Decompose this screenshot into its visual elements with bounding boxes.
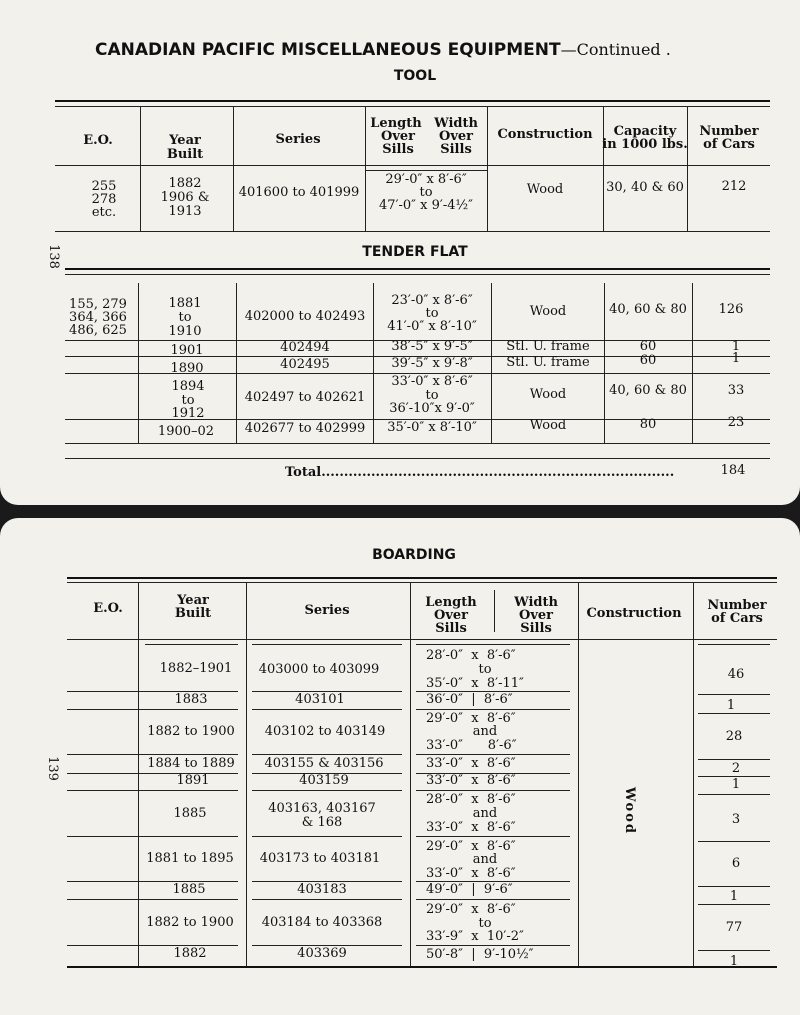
cell-series: & 168 bbox=[301, 815, 343, 830]
cell-dims: 33′-0″ x 8′-6″ bbox=[391, 374, 473, 389]
construction-vertical-label bbox=[622, 784, 637, 835]
header-series: Series bbox=[275, 132, 321, 147]
cell-dims: to bbox=[419, 185, 433, 200]
cell-year: to bbox=[181, 393, 195, 408]
cell-dims: 28′-0″ x 8′-6″ bbox=[426, 792, 516, 807]
total-value: 184 bbox=[720, 463, 746, 478]
cell-capacity: 40, 60 & 80 bbox=[609, 383, 687, 398]
cell-capacity: 40, 60 & 80 bbox=[609, 302, 687, 317]
cell-cars: 2 bbox=[731, 761, 741, 776]
section-title-tool: TOOL bbox=[393, 68, 437, 84]
cell-dims: 39′-5″ x 9′-8″ bbox=[391, 356, 473, 371]
header-width-3: Sills bbox=[440, 142, 472, 157]
cell-year: 1901 bbox=[170, 343, 204, 358]
cell-dims: to bbox=[425, 306, 439, 321]
cell-construction: Wood bbox=[529, 304, 567, 319]
cell-capacity: 80 bbox=[639, 417, 657, 432]
header-eo: E.O. bbox=[83, 133, 113, 148]
cell-capacity: 60 bbox=[639, 353, 657, 368]
cell-year: 1885 bbox=[172, 882, 206, 897]
cell-dims: 29′-0″ x 8′-6″ bbox=[426, 839, 516, 854]
cell-year: 1906 & bbox=[160, 190, 210, 205]
cell-year: 1913 bbox=[168, 204, 202, 219]
cell-cars: 212 bbox=[721, 179, 747, 194]
cell-construction: Wood bbox=[529, 387, 567, 402]
page-number: 139 bbox=[44, 756, 60, 781]
cell-eo: 255 bbox=[91, 179, 117, 194]
cell-dims: 35′-0″ x 8′-10″ bbox=[387, 420, 477, 435]
cell-dims: 29′-0″ x 8′-6″ bbox=[426, 711, 516, 726]
header-width-1: Width bbox=[514, 595, 558, 610]
cell-dims: 36′-10″x 9′-0″ bbox=[389, 401, 475, 416]
cell-dims: 29′-0″ x 8′-6″ bbox=[385, 172, 467, 187]
cell-dims: to bbox=[478, 916, 492, 931]
section-title-tender-flat: TENDER FLAT bbox=[362, 244, 468, 260]
header-length-3: Sills bbox=[382, 142, 414, 157]
header-construction: Construction bbox=[586, 606, 682, 621]
cell-cars: 3 bbox=[731, 812, 741, 827]
header-number-2: of Cars bbox=[711, 611, 763, 626]
header-length-3: Sills bbox=[435, 621, 467, 636]
cell-dims: and bbox=[472, 852, 498, 867]
section-title-boarding: BOARDING bbox=[372, 547, 456, 563]
cell-dims: 38′-5″ x 9′-5″ bbox=[391, 339, 473, 354]
table-top-rule bbox=[55, 100, 770, 102]
cell-dims: 47′-0″ x 9′-4½″ bbox=[379, 198, 473, 213]
cell-cars: 23 bbox=[727, 415, 745, 430]
cell-cars: 6 bbox=[731, 856, 741, 871]
header-number-1: Number bbox=[699, 124, 759, 139]
cell-eo: 486, 625 bbox=[69, 323, 127, 338]
cell-series: 403000 to 403099 bbox=[258, 662, 380, 677]
cell-construction: Stl. U. frame bbox=[506, 339, 590, 354]
cell-dims: to bbox=[478, 662, 492, 677]
cell-series: 403163, 403167 bbox=[268, 801, 376, 816]
cell-cars: 33 bbox=[727, 383, 745, 398]
header-length-1: Length bbox=[425, 595, 477, 610]
cell-dims: to bbox=[425, 388, 439, 403]
cell-year: 1882 to 1900 bbox=[147, 724, 235, 739]
cell-dims: 33′-0″ x 8′-6″ bbox=[426, 773, 516, 788]
cell-cars: 46 bbox=[727, 667, 745, 682]
header-year-1: Year bbox=[177, 593, 209, 608]
header-width-3: Sills bbox=[520, 621, 552, 636]
cell-series: 401600 to 401999 bbox=[238, 185, 360, 200]
cell-year: 1900–02 bbox=[157, 424, 215, 439]
cell-series: 403155 & 403156 bbox=[264, 756, 384, 771]
cell-dims: 29′-0″ x 8′-6″ bbox=[426, 902, 516, 917]
cell-dims: 28′-0″ x 8′-6″ bbox=[426, 648, 516, 663]
cell-dims: 33′-0″ x 8′-6″ bbox=[426, 756, 516, 771]
cell-year: 1882 to 1900 bbox=[146, 915, 234, 930]
header-construction: Construction bbox=[497, 127, 593, 142]
title-continued: —Continued . bbox=[560, 40, 671, 59]
cell-series: 403184 to 403368 bbox=[261, 915, 383, 930]
header-length-2: Over bbox=[434, 608, 468, 623]
page-139 bbox=[0, 518, 800, 1015]
cell-dims: and bbox=[472, 724, 498, 739]
cell-year: to bbox=[178, 310, 192, 325]
cell-cars: 1 bbox=[731, 777, 741, 792]
cell-year: 1882 bbox=[168, 176, 202, 191]
cell-year: 1891 bbox=[176, 773, 210, 788]
header-width-1: Width bbox=[434, 116, 478, 131]
cell-series: 402494 bbox=[280, 340, 330, 355]
header-capacity-1: Capacity bbox=[613, 124, 677, 139]
header-eo: E.O. bbox=[93, 601, 123, 616]
cell-series: 402677 to 402999 bbox=[244, 421, 366, 436]
cell-capacity: 60 bbox=[639, 339, 657, 354]
page-138 bbox=[0, 0, 800, 505]
cell-cars: 1 bbox=[731, 351, 741, 366]
cell-year: 1882 bbox=[173, 946, 207, 961]
cell-construction: Stl. U. frame bbox=[506, 355, 590, 370]
cell-year: 1912 bbox=[171, 406, 205, 421]
cell-dims: 36′-0″ | 8′-6″ bbox=[426, 692, 513, 707]
cell-capacity: 30, 40 & 60 bbox=[606, 180, 684, 195]
cell-cars: 1 bbox=[729, 954, 739, 969]
cell-dims: and bbox=[472, 806, 498, 821]
header-number-1: Number bbox=[707, 598, 767, 613]
header-year-2: Built bbox=[166, 147, 204, 162]
cell-series: 403183 bbox=[297, 882, 347, 897]
cell-dims: 41′-0″ x 8′-10″ bbox=[387, 319, 477, 334]
header-series: Series bbox=[304, 603, 350, 618]
cell-construction: Wood bbox=[526, 182, 564, 197]
cell-year: 1884 to 1889 bbox=[147, 756, 235, 771]
cell-dims: 49′-0″ | 9′-6″ bbox=[426, 882, 513, 897]
cell-series: 403102 to 403149 bbox=[264, 724, 386, 739]
cell-series: 402495 bbox=[280, 357, 330, 372]
cell-cars: 1 bbox=[726, 698, 736, 713]
header-width-2: Over bbox=[439, 129, 473, 144]
page-title bbox=[95, 40, 671, 60]
cell-series: 403101 bbox=[295, 692, 345, 707]
header-number-2: of Cars bbox=[703, 137, 755, 152]
header-length-1: Length bbox=[370, 116, 422, 131]
cell-year: 1882–1901 bbox=[159, 661, 233, 676]
cell-year: 1894 bbox=[171, 379, 205, 394]
cell-dims: 33′-9″ x 10′-2″ bbox=[426, 929, 524, 944]
cell-dims: 50′-8″ | 9′-10½″ bbox=[426, 947, 534, 962]
cell-eo: 278 bbox=[91, 192, 117, 207]
header-width-2: Over bbox=[519, 608, 553, 623]
total-label: Total.............................................................................. bbox=[285, 466, 675, 480]
cell-series: 402497 to 402621 bbox=[244, 390, 366, 405]
cell-series: 402000 to 402493 bbox=[244, 309, 366, 324]
page-number: 138 bbox=[45, 244, 61, 269]
cell-year: 1883 bbox=[174, 692, 208, 707]
header-year-1: Year bbox=[169, 133, 201, 148]
title-main: CANADIAN PACIFIC MISCELLANEOUS EQUIPMENT bbox=[95, 40, 561, 60]
cell-eo: etc. bbox=[91, 205, 117, 220]
cell-year: 1910 bbox=[168, 324, 202, 339]
cell-cars: 1 bbox=[729, 889, 739, 904]
cell-year: 1890 bbox=[170, 361, 204, 376]
header-length-2: Over bbox=[381, 129, 415, 144]
cell-dims: 33′-0″ x 8′-6″ bbox=[426, 866, 516, 881]
cell-series: 403159 bbox=[299, 773, 349, 788]
header-capacity-2: in 1000 lbs. bbox=[602, 137, 688, 152]
cell-series: 403369 bbox=[297, 946, 347, 961]
cell-cars: 126 bbox=[718, 302, 744, 317]
construction-wood: Wood bbox=[622, 787, 637, 835]
cell-eo: 155, 279 bbox=[69, 297, 127, 312]
cell-eo: 364, 366 bbox=[69, 310, 127, 325]
cell-cars: 77 bbox=[725, 920, 743, 935]
cell-dims: 35′-0″ x 8′-11″ bbox=[426, 676, 524, 691]
cell-year: 1881 to 1895 bbox=[146, 851, 234, 866]
cell-series: 403173 to 403181 bbox=[259, 851, 381, 866]
cell-cars: 1 bbox=[731, 339, 741, 354]
cell-dims: 33′-0″ x 8′-6″ bbox=[426, 820, 516, 835]
cell-cars: 28 bbox=[725, 729, 743, 744]
cell-dims: 23′-0″ x 8′-6″ bbox=[391, 293, 473, 308]
cell-dims: 33′-0″ 8′-6″ bbox=[426, 738, 517, 753]
header-year-2: Built bbox=[174, 606, 212, 621]
cell-construction: Wood bbox=[529, 418, 567, 433]
cell-year: 1885 bbox=[173, 806, 207, 821]
cell-year: 1881 bbox=[168, 296, 202, 311]
